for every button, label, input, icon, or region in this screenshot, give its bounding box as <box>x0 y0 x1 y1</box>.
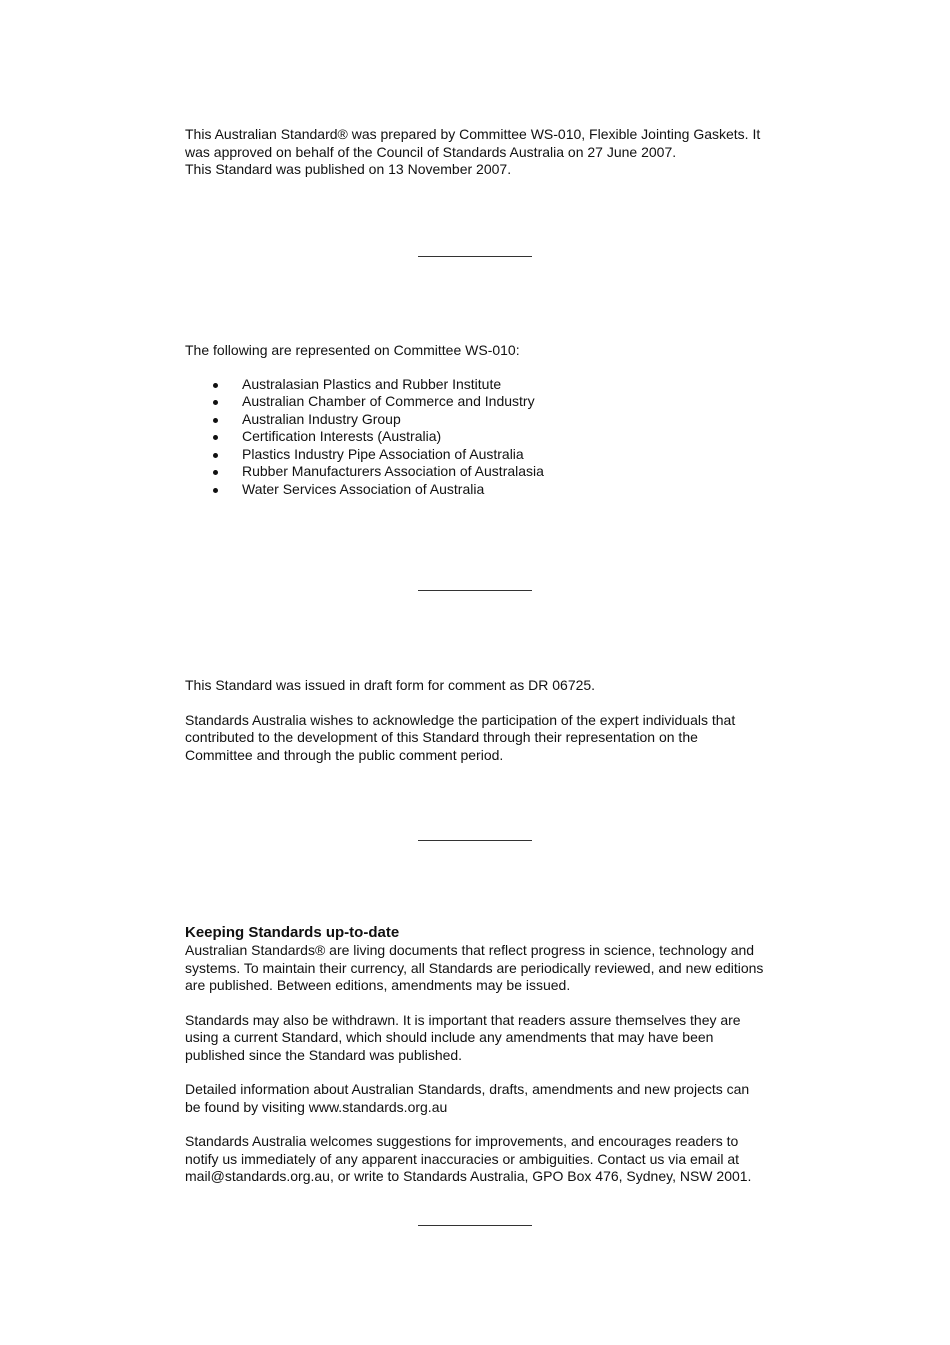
committee-member <box>185 428 775 446</box>
paragraph-line: be found by visiting www.standards.org.au <box>185 1098 448 1115</box>
acknowledgement-line: Committee and through the public comment period. <box>185 746 504 763</box>
committee-member <box>185 446 775 464</box>
section-divider <box>418 590 532 591</box>
paragraph-line: published since the Standard was published. <box>185 1046 463 1063</box>
section-divider <box>418 840 532 841</box>
committee-member <box>185 463 775 481</box>
committee-member <box>185 481 775 499</box>
paragraph-line: Standards Australia welcomes suggestions for improvements, and encourages readers to <box>185 1133 739 1149</box>
paragraph-line: Australian Standards® are living documents that reflect progress in science, technology and <box>185 942 755 958</box>
committee-member-list <box>185 376 775 499</box>
bullet-icon <box>213 470 218 475</box>
paragraph-line: are published. Between editions, amendments may be issued. <box>185 977 571 993</box>
committee-section <box>185 342 775 498</box>
committee-member-name: Australasian Plastics and Rubber Institute <box>242 375 502 392</box>
acknowledgement-line: Standards Australia wishes to acknowledge the participation of the expert individuals that <box>185 711 736 728</box>
draft-issued-notice: This Standard was issued in draft form for comment as DR 06725. <box>185 677 596 693</box>
section-divider <box>418 256 532 257</box>
committee-member-name: Rubber Manufacturers Association of Australasia <box>242 463 544 479</box>
bullet-icon <box>213 453 218 458</box>
bullet-icon <box>213 400 218 405</box>
section-divider <box>418 1225 532 1226</box>
committee-member-name: Australian Industry Group <box>242 410 401 427</box>
committee-member-name: Certification Interests (Australia) <box>242 428 442 444</box>
bullet-icon <box>213 383 218 388</box>
preparation-line: This Australian Standard® was prepared by Committee WS-010, Flexible Jointing Gaskets. It <box>185 126 761 142</box>
committee-member-name: Water Services Association of Australia <box>242 480 485 497</box>
paragraph-line: Standards may also be withdrawn. It is important that readers assure themselves they are <box>185 1011 741 1028</box>
acknowledgement-paragraph <box>185 712 775 765</box>
paragraph-line: systems. To maintain their currency, all Standards are periodically reviewed, and new editions <box>185 959 764 976</box>
preparation-line: This Standard was published on 13 November 2007. <box>185 161 512 177</box>
committee-member <box>185 411 775 429</box>
committee-member-name: Plastics Industry Pipe Association of Australia <box>242 445 524 462</box>
website-paragraph <box>185 1081 775 1116</box>
section-heading: Keeping Standards up-to-date <box>185 924 400 941</box>
preparation-paragraph <box>185 126 775 179</box>
paragraph-line: mail@standards.org.au, or write to Standards Australia, GPO Box 476, Sydney, NSW 2001. <box>185 1168 752 1184</box>
draft-section <box>185 677 775 764</box>
bullet-icon <box>213 488 218 493</box>
paragraph-line: Detailed information about Australian Standards, drafts, amendments and new projects can <box>185 1081 750 1097</box>
paragraph-line: using a current Standard, which should include any amendments that may have been <box>185 1029 714 1045</box>
currency-paragraph <box>185 942 775 995</box>
committee-member-name: Australian Chamber of Commerce and Industry <box>242 393 535 409</box>
withdrawal-paragraph <box>185 1012 775 1065</box>
committee-member <box>185 393 775 411</box>
acknowledgement-line: contributed to the development of this Standard through their representation on the <box>185 729 698 745</box>
bullet-icon <box>213 435 218 440</box>
committee-intro: The following are represented on Committee WS-010: <box>185 342 520 358</box>
preparation-line: was approved on behalf of the Council of Standards Australia on 27 June 2007. <box>185 143 677 160</box>
keeping-up-to-date-section <box>185 924 775 1186</box>
contact-paragraph <box>185 1133 775 1186</box>
paragraph-line: notify us immediately of any apparent inaccuracies or ambiguities. Contact us via email at <box>185 1150 740 1167</box>
committee-member <box>185 376 775 394</box>
preparation-notice <box>185 126 775 179</box>
bullet-icon <box>213 418 218 423</box>
